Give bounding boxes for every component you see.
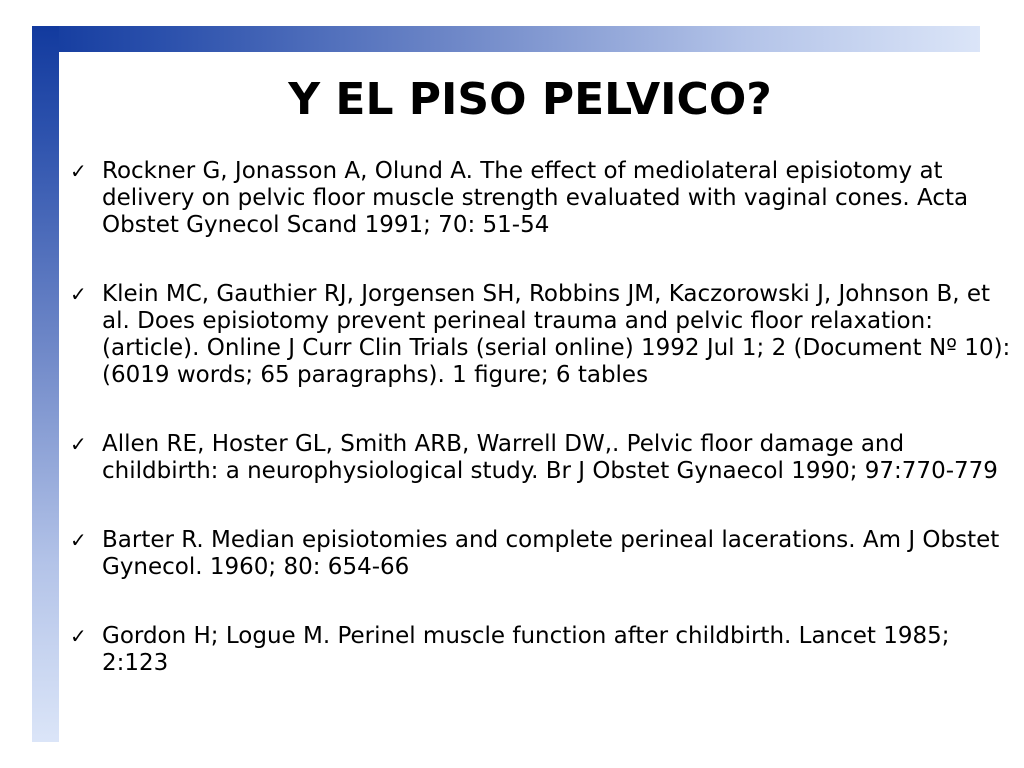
check-mark-icon: ✓ [70, 624, 87, 648]
check-mark-icon: ✓ [70, 528, 87, 552]
check-mark-icon: ✓ [70, 432, 87, 456]
check-mark-icon: ✓ [70, 159, 87, 183]
reference-item [70, 431, 1015, 485]
reference-item [70, 281, 1015, 389]
reference-text: Gordon H; Logue M. Perinel muscle function after childbirth. Lancet 1985; 2:123 [102, 623, 950, 676]
check-mark-icon: ✓ [70, 282, 87, 306]
reference-list [70, 158, 1015, 677]
reference-item [70, 623, 1015, 677]
reference-item [70, 527, 1015, 581]
top-accent-bar [32, 26, 980, 52]
reference-text: Rockner G, Jonasson A, Olund A. The effect of mediolateral episiotomy at delivery on pelvic floor muscle strength evaluated with vaginal cones. Acta Obstet Gynecol Scand 1991; 70: 51-54 [102, 158, 969, 238]
left-accent-bar [32, 26, 59, 742]
reference-item [70, 158, 1015, 239]
slide-title: Y EL PISO PELVICO? [288, 74, 772, 125]
reference-text: Barter R. Median episiotomies and complete perineal lacerations. Am J Obstet Gynecol. 1960; 80: 654-66 [102, 527, 1000, 580]
reference-text: Allen RE, Hoster GL, Smith ARB, Warrell DW,. Pelvic floor damage and childbirth: a neurophysiological study. Br J Obstet Gynaecol 1990; 97:770-779 [102, 431, 998, 484]
reference-text: Klein MC, Gauthier RJ, Jorgensen SH, Robbins JM, Kaczorowski J, Johnson B, et al. Does episiotomy prevent perineal trauma and pelvic floor relaxation: (article). Online J Curr Clin Trials (serial online) 1992 Jul 1; 2 (Document Nº 10): (6019 words; 65 paragraphs). 1 figure; 6 tables [102, 281, 1011, 388]
